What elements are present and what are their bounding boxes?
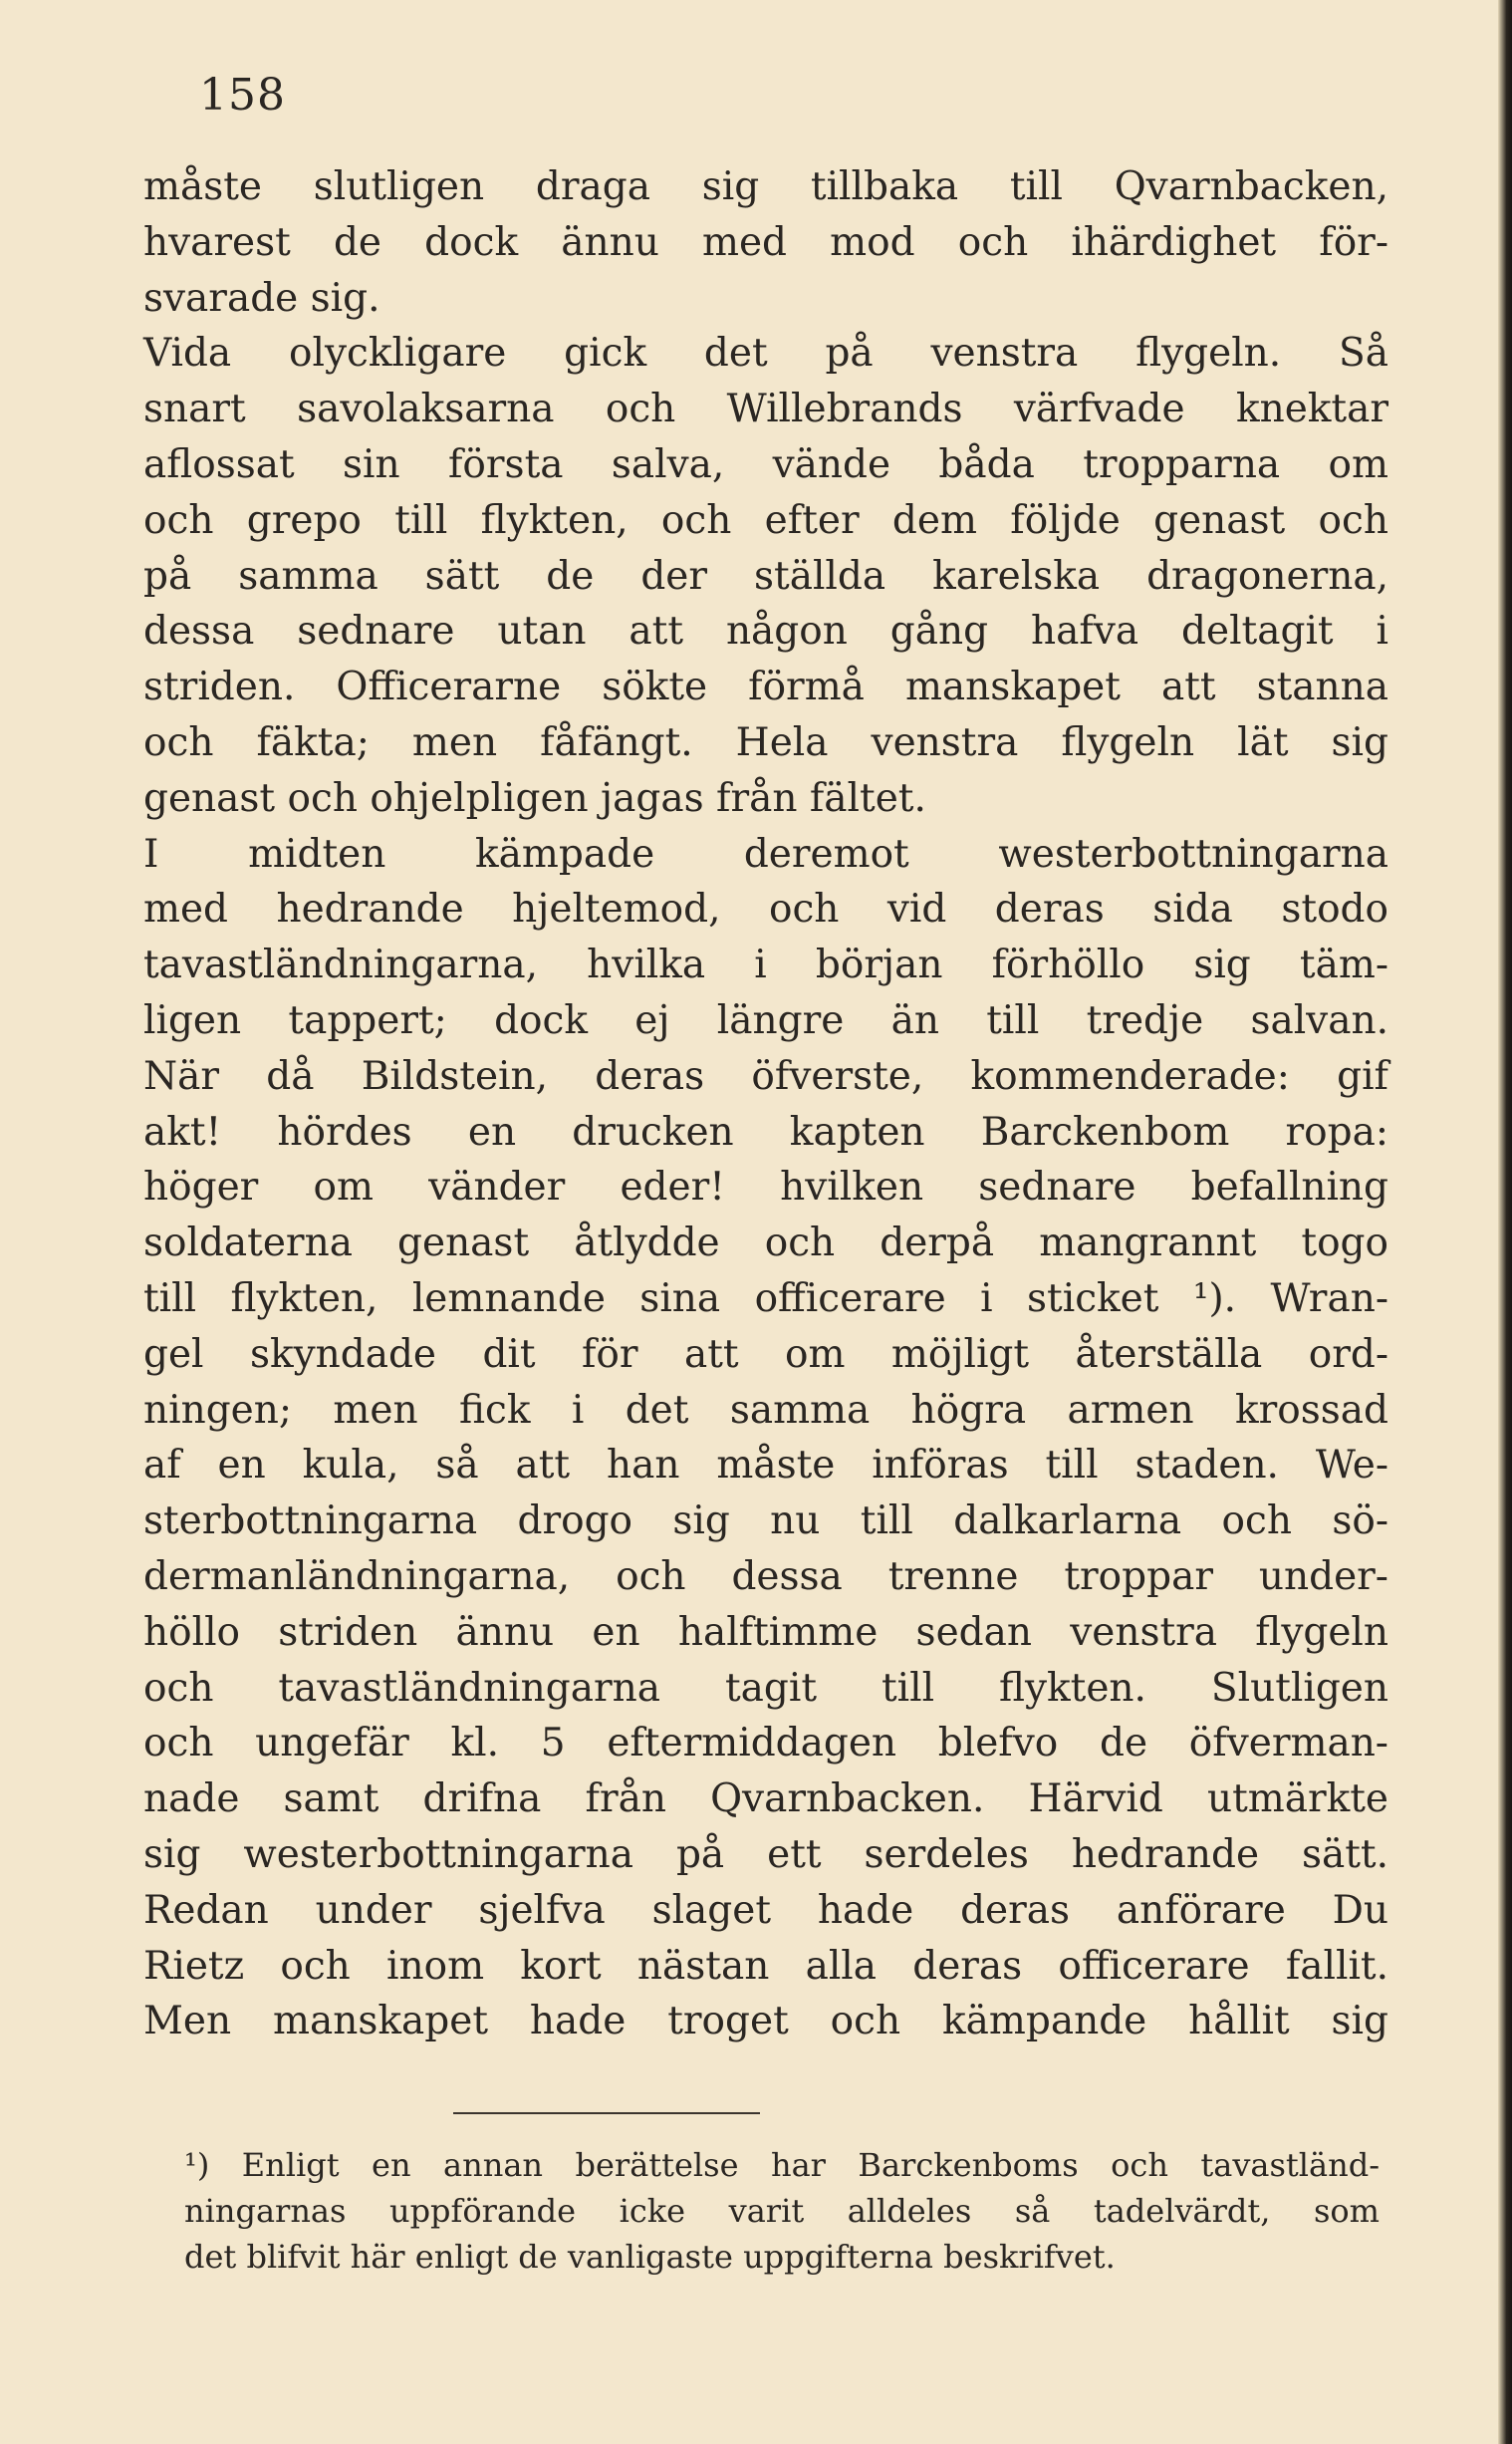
text-line: och fäkta; men fåfängt. Hela venstra flygeln lät sig xyxy=(143,719,1388,765)
text-line: I midten kämpade deremot westerbottningarna xyxy=(143,831,1388,877)
footnote-line: ningarnas uppförande icke varit alldeles så tadelvärdt, som xyxy=(184,2192,1380,2230)
page-number: 158 xyxy=(199,70,286,121)
text-line: med hedrande hjeltemod, och vid deras sida stodo xyxy=(143,887,1388,933)
text-line: ligen tappert; dock ej längre än till tredje salvan. xyxy=(143,997,1388,1043)
text-line: gel skyndade dit för att om möjligt återställa ord- xyxy=(143,1331,1388,1377)
text-line: sig westerbottningarna på ett serdeles hedrande sätt. xyxy=(143,1831,1388,1877)
text-line: och ungefär kl. 5 eftermiddagen blefvo de öfverman- xyxy=(143,1721,1388,1766)
text-line: Rietz och inom kort nästan alla deras officerare fallit. xyxy=(143,1943,1388,1989)
text-line: aflossat sin första salva, vände båda tropparna om xyxy=(143,441,1388,487)
text-line: nade samt drifna från Qvarnbacken. Härvid utmärkte xyxy=(143,1776,1388,1822)
footnotes xyxy=(184,2142,1380,2280)
text-line: till flykten, lemnande sina officerare i sticket ¹). Wran- xyxy=(143,1275,1388,1321)
text-line: och grepo till flykten, och efter dem följde genast och xyxy=(143,497,1388,543)
text-line: genast och ohjelpligen jagas från fältet. xyxy=(143,775,926,821)
text-line: Vida olyckligare gick det på venstra flygeln. Så xyxy=(143,331,1388,377)
text-line: på samma sätt de der ställda karelska dragonerna, xyxy=(143,553,1388,599)
text-line: sterbottningarna drogo sig nu till dalkarlarna och sö- xyxy=(143,1498,1388,1544)
text-line: svarade sig. xyxy=(143,275,380,321)
text-line: snart savolaksarna och Willebrands värfvade knektar xyxy=(143,387,1388,432)
footnote-divider xyxy=(453,2112,760,2114)
text-line: Men manskapet hade troget och kämpande hållit sig xyxy=(143,1999,1388,2044)
page-edge-shadow xyxy=(1498,0,1512,2444)
text-line: måste slutligen draga sig tillbaka till Qvarnbacken, xyxy=(143,164,1388,209)
text-line: ningen; men fick i det samma högra armen krossad xyxy=(143,1387,1388,1433)
text-line: och tavastländningarna tagit till flykten. Slutligen xyxy=(143,1665,1388,1711)
body-text xyxy=(143,159,1388,2049)
text-line: dermanländningarna, och dessa trenne troppar under- xyxy=(143,1553,1388,1599)
text-line: af en kula, så att han måste införas till staden. We- xyxy=(143,1443,1388,1489)
text-line: tavastländningarna, hvilka i början förhöllo sig täm- xyxy=(143,943,1388,988)
text-line: Redan under sjelfva slaget hade deras anförare Du xyxy=(143,1887,1388,1933)
text-line: hvarest de dock ännu med mod och ihärdighet för- xyxy=(143,219,1388,265)
footnote-line: det blifvit här enligt de vanligaste uppgifterna beskrifvet. xyxy=(184,2238,1116,2276)
text-line: striden. Officerarne sökte förmå manskapet att stanna xyxy=(143,665,1388,710)
text-line: dessa sednare utan att någon gång hafva deltagit i xyxy=(143,609,1388,655)
text-line: När då Bildstein, deras öfverste, kommenderade: gif xyxy=(143,1053,1388,1099)
text-line: soldaterna genast åtlydde och derpå mangrannt togo xyxy=(143,1221,1388,1266)
text-line: höger om vänder eder! hvilken sednare befallning xyxy=(143,1165,1388,1211)
footnote-line: ¹) Enligt en annan berättelse har Barckenboms och tavastländ- xyxy=(184,2146,1380,2184)
text-line: höllo striden ännu en halftimme sedan venstra flygeln xyxy=(143,1609,1388,1655)
text-line: akt! hördes en drucken kapten Barckenbom ropa: xyxy=(143,1109,1388,1155)
